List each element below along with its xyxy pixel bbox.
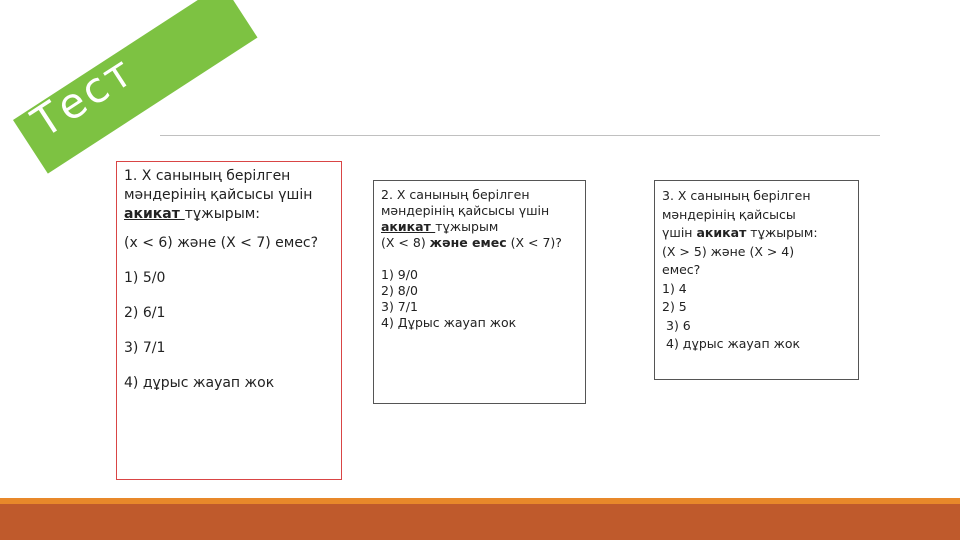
answer-option: 4) Дұрыс жауап жок — [381, 315, 517, 330]
question-line: мәндерінің қайсысы — [662, 206, 796, 222]
question-line: мәндерінің қайсысы үшін — [381, 203, 550, 218]
answer-option: 3) 7/1 — [124, 340, 166, 356]
answer-option: 1) 9/0 — [381, 267, 418, 282]
question-line: үшін акикат тұжырым: — [662, 225, 818, 240]
question-line: 2. Х санының берілген — [381, 187, 530, 202]
question-line: 3. Х санының берілген — [662, 188, 811, 203]
question-expression: (X > 5) және (X > 4) — [662, 243, 795, 259]
answer-option: 2) 5 — [662, 299, 687, 314]
answer-option: 4) дұрыс жауап жок — [666, 336, 801, 351]
question-expression: емес? — [662, 262, 701, 277]
question-card-1 — [116, 161, 342, 480]
footer-bar — [0, 504, 960, 540]
page-title: Тест — [23, 45, 144, 147]
answer-option: 4) дұрыс жауап жок — [124, 375, 275, 391]
answer-option: 2) 8/0 — [381, 283, 418, 298]
answer-option: 3) 7/1 — [381, 299, 418, 314]
question-line: акикат тұжырым — [381, 219, 499, 234]
answer-option: 3) 6 — [666, 317, 691, 333]
divider — [160, 135, 880, 136]
question-expression: (X < 8) және емес (X < 7)? — [381, 235, 562, 250]
question-card-2 — [373, 180, 586, 404]
question-text: 1. Х санының берілген мәндерінің қайсысы үшін акикат тұжырым: — [124, 168, 313, 222]
answer-option: 1) 5/0 — [124, 270, 166, 286]
question-card-3 — [654, 180, 859, 380]
answer-option: 1) 4 — [662, 280, 687, 296]
question-expression: (x < 6) және (X < 7) емес? — [124, 235, 319, 251]
answer-option: 2) 6/1 — [124, 305, 166, 321]
